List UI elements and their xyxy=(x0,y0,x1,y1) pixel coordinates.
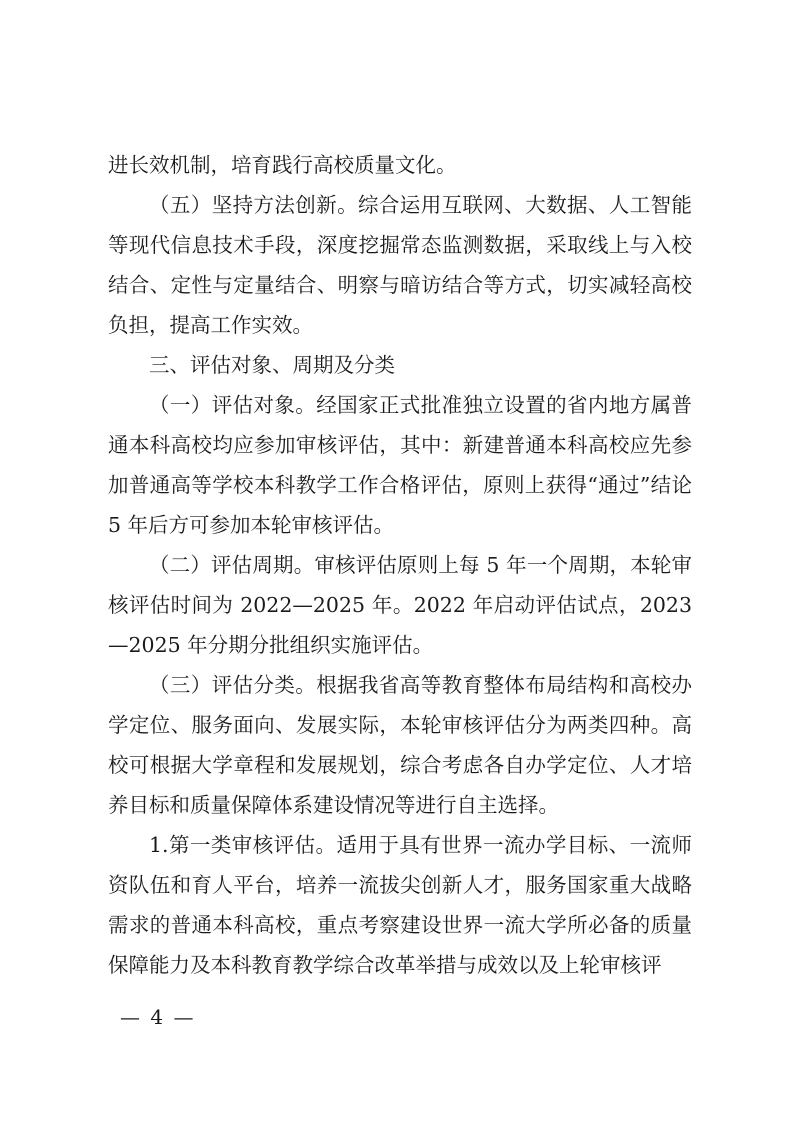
paragraph-1: 进长效机制，培育践行高校质量文化。 xyxy=(108,153,457,177)
paragraph-evaluation-classification: （三）评估分类。根据我省高等教育整体布局结构和高校办学定位、服务面向、发展实际，本轮审核评估分为两类四种。高校可根据大学章程和发展规划，综合考虑各自办学定位、人才培养目标和质量保障体系建设情况等进行自主选择。 xyxy=(108,673,692,817)
paragraph-evaluation-cycle: （二）评估周期。审核评估原则上每 5 年一个周期，本轮审核评估时间为 2022—2025 年。2022 年启动评估试点，2023—2025 年分期分批组织实施评估。 xyxy=(108,553,692,657)
paragraph-first-category: 1.第一类审核评估。适用于具有世界一流办学目标、一流师资队伍和育人平台，培养一流拔尖创新人才，服务国家重大战略需求的普通本科高校，重点考察建设世界一流大学所必备的质量保障能力及本科教育教学综合改革举措与成效以及上轮审核评 xyxy=(108,833,692,977)
section-heading-3: 三、评估对象、周期及分类 xyxy=(149,353,395,377)
document-body xyxy=(108,145,699,985)
paragraph-evaluation-object: （一）评估对象。经国家正式批准独立设置的省内地方属普通本科高校均应参加审核评估，其中：新建普通本科高校应先参加普通高等学校本科教学工作合格评估，原则上获得“通过”结论 5 年后方可参加本轮审核评估。 xyxy=(108,393,699,537)
page-number: — 4 — xyxy=(120,1005,196,1029)
paragraph-method-innovation: （五）坚持方法创新。综合运用互联网、大数据、人工智能等现代信息技术手段，深度挖掘常态监测数据，采取线上与入校结合、定性与定量结合、明察与暗访结合等方式，切实减轻高校负担，提高工作实效。 xyxy=(108,193,692,337)
